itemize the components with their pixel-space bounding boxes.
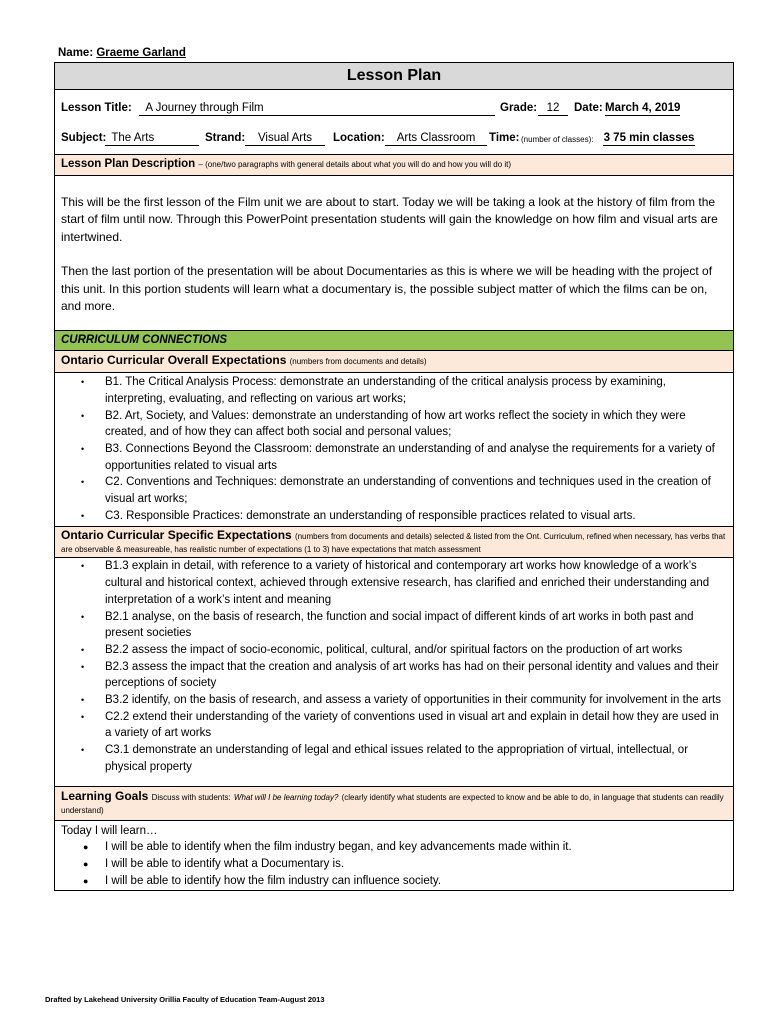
lesson-plan-table [54,62,734,891]
lesson-title-row [55,90,733,122]
date-label: Date: [574,102,603,114]
name-value: Graeme Garland [96,47,186,59]
description-body [55,175,734,330]
list-item: • B2.1 analyse, on the basis of research, the function and social impact of different kinds of art works in both past and present societies [105,609,727,642]
list-item: ● I will be able to identify what a Documentary is. [105,856,727,873]
strand-field[interactable]: Visual Arts [245,131,325,146]
lesson-title-field[interactable]: A Journey through Film [139,101,495,116]
time-label: Time: [489,132,520,144]
learning-goals-header: Learning Goals Discuss with students: What will I be learning today? (clearly identify what students are expected to know and be able to do, in language that students can readily understand) [55,786,734,820]
description-paragraph-2: Then the last portion of the presentation will be about Documentaries as this is where we will be heading with the project of this unit. In this portion students will learn what a documentary is, the possible subject matter of which the films can be on, and more. [61,264,713,314]
overall-expectations-list [61,374,727,524]
list-item: • C3. Responsible Practices: demonstrate an understanding of responsible practices related to visual arts. [105,508,727,525]
description-header: Lesson Plan Description – (one/two paragraphs with general details about what you will do and how you will do it) [55,155,734,176]
lesson-info-cell [55,90,734,155]
student-name-line [58,47,186,59]
description-paragraph-1: This will be the first lesson of the Film unit we are about to start. Today we will be taking a look at the history of film from the start of film until now. Through this PowerPoint presentation students will gain the knowledge on how film and visual arts are intertwined. [61,194,718,244]
time-field[interactable]: 3 75 min classes [603,132,695,144]
learning-goals-intro: Today I will learn… [61,824,158,837]
list-item: • C2. Conventions and Techniques: demonstrate an understanding of conventions and techniques used in the creation of visual art works; [105,474,727,507]
list-item: • B1. The Critical Analysis Process: demonstrate an understanding of the critical analysis process by examining, interpreting, evaluating, and reflecting on various art works; [105,374,727,407]
list-item: • B3.2 identify, on the basis of research, and assess a variety of opportunities in their community for involvement in the arts [105,692,727,709]
learning-goals-list [61,839,727,889]
lesson-title-label: Lesson Title: [61,102,132,114]
location-field[interactable]: Arts Classroom [385,131,487,146]
specific-expectations-list [61,558,727,775]
list-item: • B2.3 assess the impact that the creation and analysis of art works has had on their personal identity and values and their perceptions of society [105,659,727,692]
subject-label: Subject: [61,132,107,144]
grade-label: Grade: [500,102,538,114]
list-item: ● I will be able to identify when the film industry began, and key advancements made within it. [105,839,727,856]
list-item: ● I will be able to identify how the film industry can influence society. [105,873,727,890]
list-item: • B3. Connections Beyond the Classroom: demonstrate an understanding of and analyse the requirements for a variety of opportunities related to visual arts [105,441,727,474]
name-label: Name: [58,47,94,59]
specific-expectations-header: Ontario Curricular Specific Expectations (numbers from documents and details) selected & listed from the Ont. Curriculum, refined when necessary, has verbs that are observable & measureable, has realistic number of expectations (1 to 3) have expectations that match assessment [55,527,734,558]
list-item: • C3.1 demonstrate an understanding of legal and ethical issues related to the appropriation of virtual, intellectual, or physical property [105,742,727,775]
list-item: • B1.3 explain in detail, with reference to a variety of historical and contemporary art works how knowledge of a work’s cultural and historical context, achieved through extensive research, has clarified and enriched their understanding and interpretation of a work’s intent and meaning [105,558,727,608]
overall-expectations-list-cell [55,373,734,527]
list-item: • B2.2 assess the impact of socio-economic, political, cultural, and/or spiritual factors on the production of art works [105,642,727,659]
strand-label: Strand: [205,132,246,144]
learning-goals-cell [55,820,734,891]
time-note: (number of classes): [521,135,594,144]
subject-row [55,122,733,154]
specific-expectations-list-cell [55,558,734,786]
date-field[interactable]: March 4, 2019 [605,102,681,114]
list-item: • C2.2 extend their understanding of the variety of conventions used in visual art and explain in detail how they are used in a variety of art works [105,709,727,742]
footer-credit: Drafted by Lakehead University Orillia Faculty of Education Team-August 2013 [45,995,325,1004]
location-label: Location: [333,132,385,144]
subject-field[interactable]: The Arts [105,131,199,146]
list-item: • B2. Art, Society, and Values: demonstrate an understanding of how art works reflect the society in which they were created, and of how they can affect both social and personal values; [105,408,727,441]
document-title: Lesson Plan [55,63,734,90]
overall-expectations-header: Ontario Curricular Overall Expectations (numbers from documents and details) [55,351,734,373]
curriculum-connections-header: CURRICULUM CONNECTIONS [55,330,734,351]
grade-field[interactable]: 12 [538,101,568,116]
